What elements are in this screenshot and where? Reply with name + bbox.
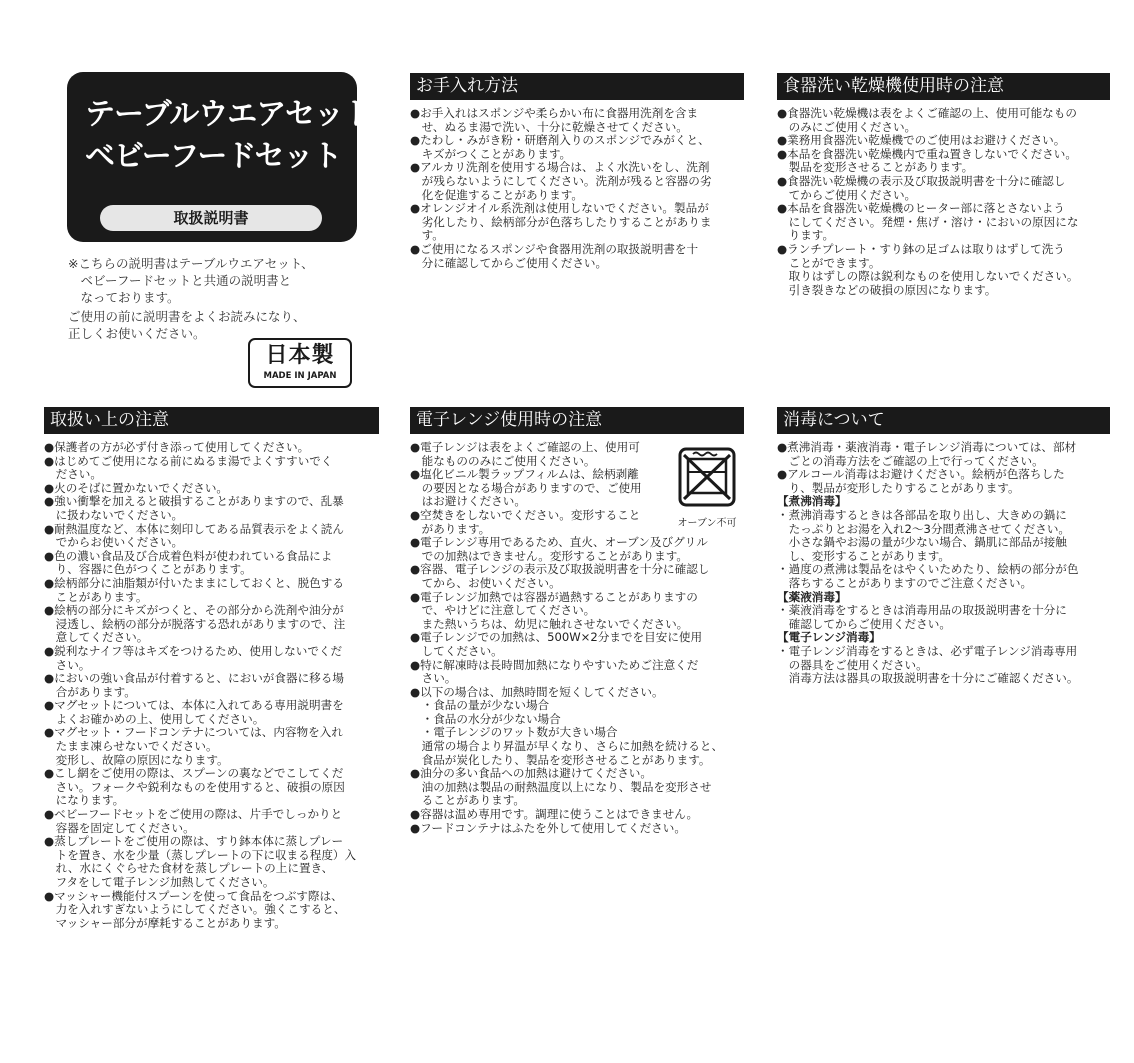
text-line: たまま凍らせないでください。 [44, 740, 218, 754]
subsection-heading: 【薬液消毒】 [777, 590, 847, 604]
text-line: 落ちすることがありますのでご注意ください。 [777, 576, 1033, 590]
text-line: ●食器洗い乾燥機は表をよくご確認の上、使用可能なもの [777, 107, 1077, 120]
text-line: ●火のそばに置かないでください。 [44, 481, 229, 495]
section-care [410, 73, 744, 270]
text-line: 意してください。 [44, 631, 149, 645]
text-line: ●以下の場合は、加熱時間を短くしてください。 [410, 685, 664, 699]
text-line: ●マグセットについては、本体に入れてある専用説明書を [44, 699, 344, 713]
text-line: さい。 [44, 658, 91, 672]
text-line: で、やけどに注意してください。 [410, 604, 596, 618]
no-oven-label: オーブン不可 [677, 518, 737, 529]
text-line: ごとの消毒方法をご確認の上で行ってください。 [777, 454, 1044, 468]
text-line: になります。 [44, 794, 125, 808]
text-line: があります。 [410, 522, 491, 536]
text-line: ●容器、電子レンジの表示及び取扱説明書を十分に確認し [410, 563, 710, 577]
text-line: ●マグセット・フードコンテナについては、内容物を入れ [44, 726, 343, 740]
text-line: し、変形することがあります。 [777, 549, 950, 563]
note-line: ベビーフードセットと共通の説明書と [68, 273, 292, 288]
section-heading: お手入れ方法 [410, 73, 744, 100]
text-line: てから、お使いください。 [410, 576, 561, 590]
text-line: ●オレンジオイル系洗剤は使用しないでください。製品が [410, 202, 709, 216]
text-line: 取りはずしの際は鋭利なものを使用しないでください。 [777, 270, 1079, 284]
text-line: ●強い衝撃を加えると破損することがありますので、乱暴 [44, 495, 344, 509]
section-handling [44, 407, 379, 930]
text-line: ●絵柄部分に油脂類が付いたままにしておくと、脱色する [44, 576, 344, 590]
text-line: ●アルカリ洗剤を使用する場合は、よく水洗いをし、洗剤 [410, 161, 710, 175]
section-heading: 消毒について [777, 407, 1110, 434]
text-line: ●煮沸消毒・薬液消毒・電子レンジ消毒については、部材 [777, 441, 1077, 454]
section-dishwasher [777, 73, 1110, 297]
text-line: の要因となる場合がありますので、ご使用 [410, 481, 642, 495]
text-line: ●耐熱温度など、本体に刻印してある品質表示をよく読ん [44, 522, 344, 536]
text-line: 浸透し、絵柄の部分が脱落する恐れがありますので、注 [44, 617, 346, 631]
text-line: の器具をご使用ください。 [777, 658, 928, 672]
text-line: ●食器洗い乾燥機の表示及び取扱説明書を十分に確認し [777, 174, 1066, 188]
text-line: ●マッシャー機能付スプーンを使って食品をつぶす際は、 [44, 889, 343, 903]
text-line: 小さな鍋やお湯の量が少ない場合、鍋肌に部品が接触 [777, 536, 1067, 550]
text-line: ●保護者の方が必ず付き添って使用してください。 [44, 441, 310, 454]
text-line: さい。 [410, 672, 457, 686]
text-line: 変形し、故障の原因になります。 [44, 753, 229, 767]
text-line: ことができます。 [777, 256, 881, 270]
text-line: ●ご使用になるスポンジや食器用洗剤の取扱説明書を十 [410, 242, 699, 256]
section-heading: 取扱い上の注意 [44, 407, 379, 434]
text-line: ・煮沸消毒するときは各部品を取り出し、大きめの鍋に [777, 508, 1067, 522]
text-line: での加熱はできません。変形することがあります。 [410, 549, 689, 563]
text-line: 確認してからご使用ください。 [777, 617, 951, 631]
section-heading: 食器洗い乾燥機使用時の注意 [777, 73, 1110, 100]
text-line: ●塩化ビニル製ラップフィルムは、絵柄剥離 [410, 468, 639, 482]
text-line: でからお使いください。 [44, 536, 184, 550]
text-line: のみにご使用ください。 [777, 120, 917, 134]
text-line: 化を促進することがあります。 [410, 188, 583, 202]
text-line: 能なもののみにご使用ください。 [410, 454, 596, 468]
text-line: はお避けください。 [410, 495, 526, 509]
made-in-japan-kanji: 日本製 [265, 343, 335, 368]
text-line: ●電子レンジ専用であるため、直火、オーブン及びグリル [410, 536, 708, 550]
text-line: 引き裂きなどの破損の原因になります。 [777, 283, 997, 297]
text-line: ●お手入れはスポンジや柔らかい布に食器用洗剤を含ま [410, 107, 699, 120]
text-line: れ、水にくぐらせた食材を蒸しプレートの上に置き、 [44, 862, 334, 876]
text-line: ・電子レンジ消毒をするときは、必ず電子レンジ消毒専用 [777, 644, 1078, 658]
section-body [777, 107, 1110, 297]
text-line: ●絵柄の部分にキズがつくと、その部分から洗剤や油分が [44, 604, 344, 618]
note-line: 正しくお使いください。 [68, 326, 206, 341]
text-line: ります。 [777, 229, 835, 243]
text-line: が残らないようにしてください。洗剤が残ると容器の劣 [410, 174, 712, 188]
text-line: ●容器は温め専用です。調理に使うことはできません。 [410, 808, 699, 822]
section-heading: 電子レンジ使用時の注意 [410, 407, 744, 434]
section-microwave [410, 407, 744, 835]
made-in-japan-badge [248, 338, 352, 388]
text-line: 合があります。 [44, 685, 136, 699]
intro-note [68, 255, 314, 342]
text-line: してください。 [410, 644, 503, 658]
text-line: ●こし網をご使用の際は、スプーンの裏などでこしてくだ [44, 767, 344, 781]
note-line: ご使用の前に説明書をよくお読みになり、 [68, 309, 306, 324]
text-line: ●本品を食器洗い乾燥機内で重ね置きしないでください。 [777, 147, 1077, 161]
text-line: ●ランチプレート・すり鉢の足ゴムは取りはずして洗う [777, 242, 1065, 256]
text-line: ●色の濃い食品及び合成着色料が使われている食品によ [44, 549, 333, 563]
title-box [67, 72, 372, 242]
section-body [410, 107, 744, 270]
subsection-heading: 【煮沸消毒】 [777, 495, 847, 509]
text-line: フタをして電子レンジ加熱してください。 [44, 876, 275, 889]
text-line: ●特に解凍時は長時間加熱になりやすいためご注意くだ [410, 658, 699, 672]
text-line: 食品が炭化したり、製品を変形させることがあります。 [410, 753, 711, 767]
text-line: たっぷりとお湯を入れ2～3分間煮沸させてください。 [777, 522, 1071, 536]
title-line-1: テーブルウエアセット [85, 97, 372, 132]
title-line-2: ベビーフードセット [85, 139, 342, 174]
section-body [777, 441, 1110, 686]
text-line: 力を入れすぎないようにしてください。強くこすると、 [44, 903, 346, 917]
text-line: ●本品を食器洗い乾燥機のヒーター部に落とさないよう [777, 202, 1065, 216]
text-line: ・過度の煮沸は製品をはやくいためたり、絵柄の部分が色 [777, 563, 1079, 577]
text-line: ・薬液消毒をするときは消毒用品の取扱説明書を十分に [777, 604, 1067, 618]
text-line: ●アルコール消毒はお避けください。絵柄が色落ちした [777, 468, 1065, 482]
no-oven-symbol-icon [674, 445, 740, 511]
note-line: ※こちらの説明書はテーブルウエアセット、 [68, 256, 314, 271]
text-line: にしてください。発煙・焦げ・溶け・においの原因にな [777, 215, 1079, 229]
text-line: ●空焚きをしないでください。変形すること [410, 508, 641, 522]
text-line: ●油分の多い食品への加熱は避けてください。 [410, 767, 652, 781]
no-oven-icon [674, 445, 740, 527]
text-line: キズがつくことがあります。 [410, 147, 572, 161]
text-line: さい。フォークや鋭利なものを使用すると、破損の原因 [44, 780, 345, 794]
text-line: 劣化したり、絵柄部分が色落ちしたりすることがありま [410, 215, 712, 229]
text-line: ●蒸しプレートをご使用の際は、すり鉢本体に蒸しプレー [44, 835, 344, 849]
text-line: ●電子レンジでの加熱は、500W×2分までを目安に使用 [410, 631, 703, 645]
text-line: ●はじめてご使用になる前にぬるま湯でよくすすいでく [44, 454, 333, 468]
text-line: す。 [410, 229, 444, 243]
note-line: なっております。 [68, 290, 180, 305]
text-line: 消毒方法は器具の取扱説明書を十分にご確認ください。 [777, 672, 1079, 686]
text-line: ださい。 [44, 468, 102, 482]
text-line: ●電子レンジは表をよくご確認の上、使用可 [410, 441, 640, 454]
made-in-japan-text: MADE IN JAPAN [263, 371, 337, 381]
text-line: また熱いうちは、幼児に触れさせないでください。 [410, 617, 689, 631]
text-line: ●たわし・みがき粉・研磨剤入りのスポンジでみがくと、 [410, 134, 710, 148]
text-line: 油の加熱は製品の耐熱温度以上になり、製品を変形させ [410, 780, 712, 794]
text-line: 分に確認してからご使用ください。 [410, 256, 608, 270]
section-sterilize [777, 407, 1110, 686]
text-line: ・食品の量が少ない場合 [410, 699, 550, 713]
text-line: ●フードコンテナはふたを外して使用してください。 [410, 821, 686, 835]
text-line: ●電子レンジ加熱では容器が過熱することがありますの [410, 590, 698, 604]
manual-label: 取扱説明書 [100, 205, 322, 231]
text-line: に扱わないでください。 [44, 508, 184, 522]
text-line: り、容器に色がつくことがあります。 [44, 563, 252, 577]
text-line: ●業務用食器洗い乾燥機でのご使用はお避けください。 [777, 134, 1066, 148]
text-line: 通常の場合より昇温が早くなり、さらに加熱を続けると、 [410, 740, 724, 754]
text-line: トを置き、水を少量（蒸しプレートの下に収まる程度）入 [44, 848, 357, 862]
text-line: ●においの強い食品が付着すると、においが食器に移る場 [44, 672, 344, 686]
text-line: よくお確かめの上、使用してください。 [44, 712, 265, 726]
text-line: マッシャー部分が摩耗することがあります。 [44, 916, 286, 930]
text-line: 製品を変形させることがあります。 [777, 161, 974, 175]
text-line: り、製品が変形したりすることがあります。 [777, 481, 1020, 495]
text-line: ●鋭利なナイフ等はキズをつけるため、使用しないでくだ [44, 644, 343, 658]
text-line: 容器を固定してください。 [44, 821, 195, 835]
text-line: ことがあります。 [44, 590, 148, 604]
text-line: ・食品の水分が少ない場合 [410, 712, 561, 726]
text-line: ・電子レンジのワット数が大きい場合 [410, 726, 618, 740]
text-line: せ、ぬるま湯で洗い、十分に乾燥させてください。 [410, 120, 688, 134]
text-line: ることがあります。 [410, 794, 526, 808]
text-line: ●ベビーフードセットをご使用の際は、片手でしっかりと [44, 808, 343, 822]
text-line: てからご使用ください。 [777, 188, 917, 202]
subsection-heading: 【電子レンジ消毒】 [777, 631, 881, 645]
section-body [44, 441, 379, 930]
